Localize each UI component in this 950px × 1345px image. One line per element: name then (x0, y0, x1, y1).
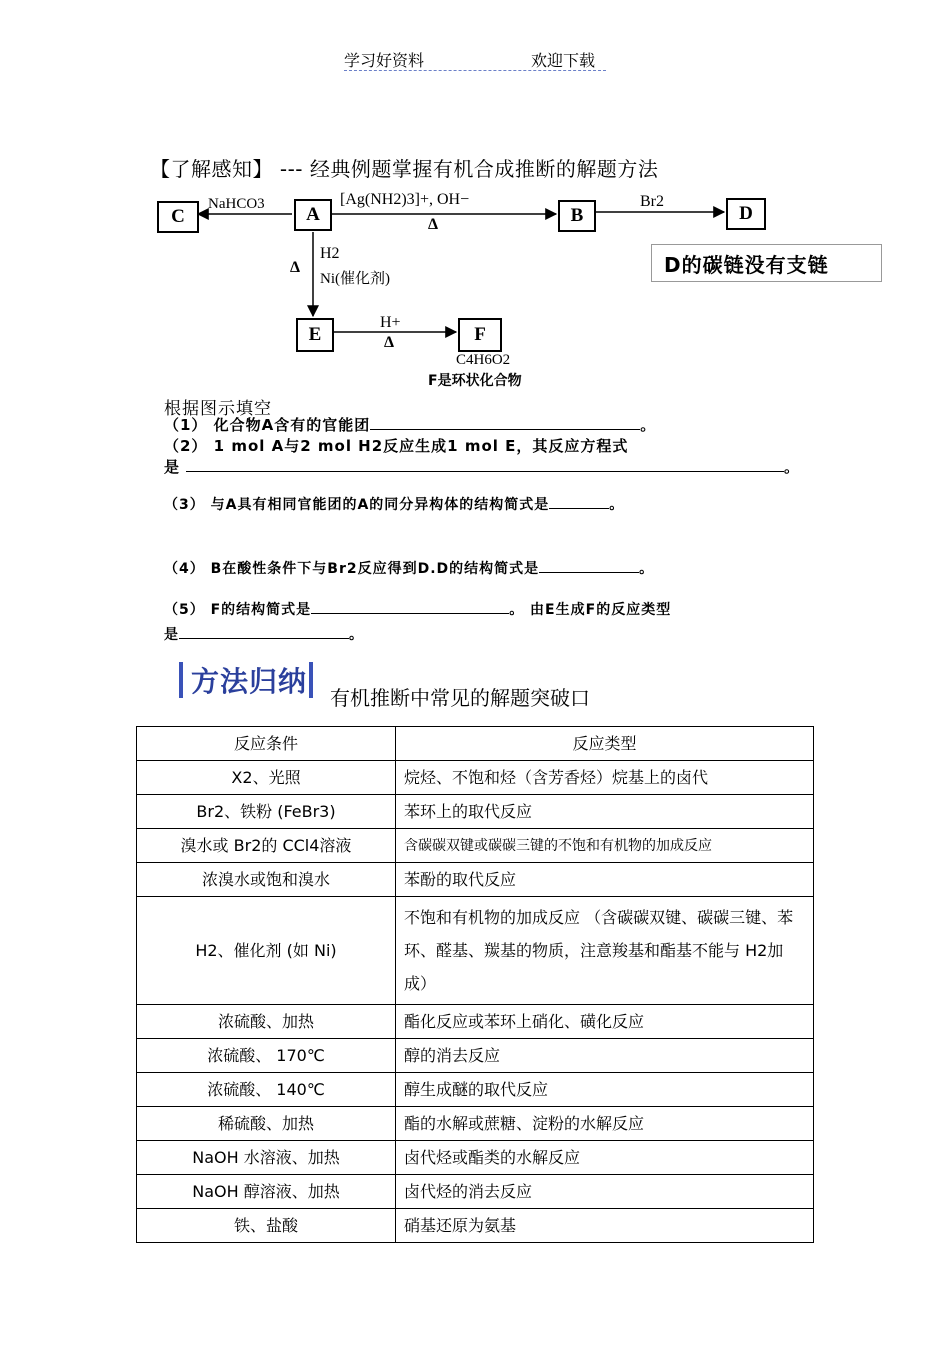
answer-blank-5b[interactable] (179, 624, 349, 639)
compound-a: A (294, 199, 332, 231)
table-row (137, 1141, 814, 1175)
question-5 (164, 599, 671, 619)
question-5-cont (164, 624, 364, 644)
table-row (137, 1175, 814, 1209)
cell-type: 不饱和有机物的加成反应 （含碳碳双键、碳碳三键、苯环、醛基、羰基的物质，注意羧基和酯基不能与 H2加成） (396, 897, 814, 1005)
answer-blank-4[interactable] (539, 558, 639, 573)
label-ni-catalyst: Ni(催化剂) (320, 271, 390, 287)
table-row (137, 1107, 814, 1141)
method-badge (179, 660, 317, 700)
label-heat-ef: Δ (384, 334, 395, 351)
cell-type: 烷烃、不饱和烃（含芳香烃）烷基上的卤代 (396, 761, 814, 795)
table-row (137, 795, 814, 829)
cell-type: 醇生成醚的取代反应 (396, 1073, 814, 1107)
question-2-cont (164, 456, 800, 477)
table-row (137, 1073, 814, 1107)
header-left: 学习好资料 (344, 51, 425, 70)
question-4-end: 。 (639, 561, 655, 577)
question-3-end: 。 (609, 497, 625, 513)
question-5-mid: 。 由E生成F的反应类型 (509, 602, 672, 618)
compound-d: D (726, 198, 766, 230)
cell-type: 苯环上的取代反应 (396, 795, 814, 829)
cell-type: 含碳碳双键或碳碳三键的不饱和有机物的加成反应 (396, 829, 814, 863)
cell-type: 卤代烃或酯类的水解反应 (396, 1141, 814, 1175)
compound-c: C (157, 201, 199, 233)
question-4-text: （4） B在酸性条件下与Br2反应得到D.D的结构简式是 (164, 561, 540, 577)
cell-condition: 浓硫酸、 140℃ (137, 1073, 396, 1107)
cell-condition: H2、催化剂 (如 Ni) (137, 897, 396, 1005)
header-right: 欢迎下载 (531, 51, 596, 70)
compound-f: F (458, 318, 502, 352)
question-4 (164, 558, 654, 578)
table-row (137, 897, 814, 1005)
label-tollens: [Ag(NH2)3]+, OH− (340, 191, 470, 208)
question-2-end: 。 (784, 458, 801, 476)
badge-bar-left (179, 662, 183, 698)
cell-condition: Br2、铁粉 (FeBr3) (137, 795, 396, 829)
question-1-end: 。 (640, 416, 657, 434)
answer-blank-3[interactable] (549, 494, 609, 509)
table-row (137, 1005, 814, 1039)
label-br2: Br2 (640, 193, 664, 210)
cell-condition: 浓硫酸、加热 (137, 1005, 396, 1039)
label-heat-ab: Δ (428, 216, 439, 233)
answer-blank-1[interactable] (370, 415, 640, 430)
label-f-formula: C4H6O2 (456, 352, 511, 368)
section-title: 【了解感知】 --- 经典例题掌握有机合成推断的解题方法 (150, 157, 659, 181)
questions-intro: 根据图示填空 (164, 399, 272, 419)
cell-type: 醇的消去反应 (396, 1039, 814, 1073)
compound-b: B (558, 200, 596, 232)
question-1 (164, 414, 656, 435)
reaction-table (136, 726, 814, 1243)
page-header (344, 48, 606, 71)
answer-blank-5a[interactable] (311, 599, 509, 614)
method-badge-text: 方法归纳 (191, 665, 308, 698)
table-header-row (137, 727, 814, 761)
cell-type: 苯酚的取代反应 (396, 863, 814, 897)
cell-type: 硝基还原为氨基 (396, 1209, 814, 1243)
question-3 (164, 494, 624, 514)
cell-condition: 浓溴水或饱和溴水 (137, 863, 396, 897)
header-types: 反应类型 (396, 727, 814, 761)
cell-condition: 浓硫酸、 170℃ (137, 1039, 396, 1073)
header-conditions: 反应条件 (137, 727, 396, 761)
note-d-chain: D的碳链没有支链 (651, 244, 882, 282)
cell-condition: 铁、盐酸 (137, 1209, 396, 1243)
cell-type: 卤代烃的消去反应 (396, 1175, 814, 1209)
compound-e: E (296, 318, 334, 352)
label-nahco3: NaHCO3 (208, 196, 265, 212)
table-row (137, 1039, 814, 1073)
question-1-text: （1） 化合物A含有的官能团 (164, 416, 371, 434)
method-subtitle: 有机推断中常见的解题突破口 (330, 686, 590, 710)
table-row (137, 829, 814, 863)
table-row (137, 863, 814, 897)
question-3-text: （3） 与A具有相同官能团的A的同分异构体的结构简式是 (164, 497, 550, 513)
cell-condition: 溴水或 Br2的 CCl4溶液 (137, 829, 396, 863)
label-h2: H2 (320, 245, 340, 262)
table-row (137, 1209, 814, 1243)
table-row (137, 761, 814, 795)
question-2: （2） 1 mol A与2 mol H2反应生成1 mol E，其反应方程式 (164, 437, 629, 455)
label-h-plus: H+ (380, 314, 401, 331)
cell-condition: NaOH 水溶液、加热 (137, 1141, 396, 1175)
question-5-end: 。 (349, 627, 364, 643)
answer-blank-2[interactable] (186, 457, 784, 472)
question-5-text: （5） F的结构简式是 (164, 602, 312, 618)
label-heat-ae: Δ (290, 259, 301, 276)
cell-type: 酯化反应或苯环上硝化、磺化反应 (396, 1005, 814, 1039)
question-5-cont-text: 是 (164, 627, 179, 643)
label-f-ring: F是环状化合物 (428, 373, 522, 389)
question-2-cont-text: 是 (164, 458, 181, 476)
cell-condition: 稀硫酸、加热 (137, 1107, 396, 1141)
cell-condition: NaOH 醇溶液、加热 (137, 1175, 396, 1209)
cell-type: 酯的水解或蔗糖、淀粉的水解反应 (396, 1107, 814, 1141)
badge-bar-right (309, 662, 313, 698)
cell-condition: X2、光照 (137, 761, 396, 795)
